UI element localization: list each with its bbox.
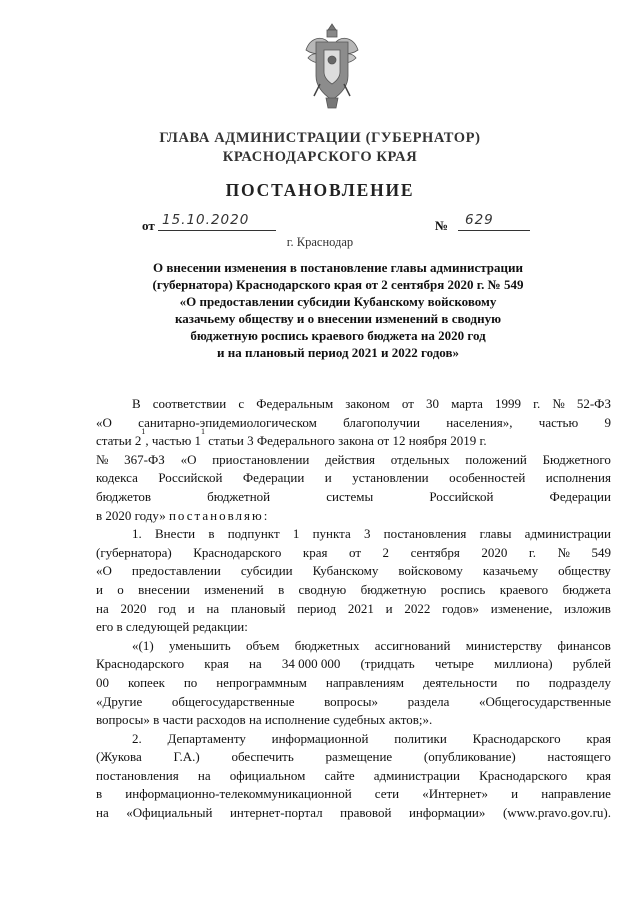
word: на [96,805,109,821]
word: «Другие [96,693,143,709]
word: Краснодарского [472,730,561,746]
word: направление [541,786,611,802]
word: раздела [407,693,450,709]
word: отдельных [390,451,450,467]
word: интернет-портал [229,805,323,821]
word: информационной [271,730,369,746]
word: № [552,396,565,411]
word: на [96,600,109,616]
word: предоставлении [131,563,221,579]
word: бюджета [562,581,611,597]
word: № [557,544,570,560]
word: направлениям [325,674,404,690]
word: изменение, [490,600,553,616]
word: рублей [572,656,611,672]
text-line [96,748,611,767]
word: с [238,396,245,411]
coat-of-arms-icon [300,22,364,110]
word: 2 [382,544,390,560]
text-line [96,525,611,544]
word: 34 000 000 [281,656,341,672]
number-value: 629 [465,212,494,228]
word: краевого [499,581,549,597]
word: Внести [154,526,196,542]
org-title-line1: ГЛАВА АДМИНИСТРАЦИИ (ГУБЕРНАТОР) [159,130,481,146]
word: положений [465,451,527,467]
date-label: от [142,218,155,233]
word: Краснодарского [193,544,282,560]
word: Федеральным [256,396,334,411]
date-underline [158,230,276,231]
word: 2022 [404,600,431,616]
word: (Жукова [96,749,142,765]
word: бюджетную [360,581,427,597]
word: бюджетных [294,637,360,653]
word: действия [325,451,376,467]
document-subject [110,259,566,361]
word: 2020 [120,600,147,616]
word: на [197,767,211,783]
word: постановления [383,526,467,542]
word: бюджетов [96,488,152,504]
text-line [96,637,611,656]
word: (опубликование) [423,749,516,765]
word: (www.pravo.gov.ru). [502,805,611,821]
word: «О [180,451,197,467]
word: 00 [96,674,109,690]
word: № [96,451,109,467]
word: период [297,600,337,616]
text-line [96,804,611,823]
word: пункта [312,526,351,542]
word: системы [326,488,374,504]
text-line [96,544,611,563]
word: г. [533,396,541,411]
word: В [132,396,141,411]
word: 1 [292,526,300,542]
word: официальном [229,767,306,783]
word: 3 [363,526,371,542]
subject-line: «О предоставлении субсидии Кубанскому войсковому [179,294,497,309]
word: Российской [429,488,494,504]
subject-line: бюджетную роспись краевого бюджета на 2020 год [190,328,486,343]
word: края [586,767,611,783]
word: по [183,674,198,690]
word: и [324,470,332,486]
date-value: 15.10.2020 [162,212,250,228]
word: «Интернет» [422,786,488,802]
word: в [278,581,285,597]
word: населения», [446,414,513,430]
word: края [302,544,328,560]
word: Департаменту [167,730,246,746]
subject-line: (губернатора) Краснодарского края от 2 сентября 2020 г. № 549 [152,277,524,292]
word: войсковому [398,563,463,579]
word: (губернатора) [96,544,172,560]
word: в [96,786,103,802]
text-line: его в следующей редакции: [96,619,248,635]
word: казачьему [482,563,539,579]
text-line [96,488,611,507]
word: законом [345,396,390,411]
word: сентября [410,544,460,560]
word: в [208,526,215,542]
word: 2020 [481,544,508,560]
word: на [206,600,220,616]
text-line [96,693,611,712]
word: приостановлении [212,451,310,467]
word: общегосударственные [171,693,295,709]
word: 549 [591,544,611,560]
text-fragment: , частью 1 [145,433,202,449]
word: установлении [352,470,429,486]
word: от [349,544,362,560]
text-line [96,469,611,488]
word: субсидии [240,563,293,579]
word: администрации [524,526,611,542]
word: 30 [425,396,439,411]
text-line [96,785,611,804]
word: Краснодарского [479,767,568,783]
word: обеспечить [231,749,294,765]
word: 52-ФЗ [576,396,611,411]
word: Кубанскому [312,563,379,579]
word: от [401,396,414,411]
word: «О [96,563,112,579]
resolution-word: постановляю: [168,507,270,523]
text-line [96,395,611,414]
document-body [96,395,611,823]
city: г. Краснодар [286,235,354,249]
word: благополучии [343,414,420,430]
org-title-line2: КРАСНОДАРСКОГО КРАЯ [222,149,418,165]
superscript: 1 [141,427,146,437]
word: 1. [132,526,142,542]
word: внесении [138,581,190,597]
subject-line: казачьему обществу и о внесении изменений в сводную [174,311,502,326]
text-fragment: в 2020 году» [96,507,166,523]
word: (тридцать [360,656,415,672]
word: ассигнований [374,637,451,653]
word: г. [528,544,537,560]
word: Г.А.) [173,749,200,765]
word: частью [538,414,579,430]
word: «Официальный [126,805,213,821]
word: 9 [604,414,611,430]
word: Федерации [549,488,611,504]
text-line [96,414,611,433]
word: подпункт [227,526,280,542]
word: о [117,581,124,597]
text-line [96,562,611,581]
word: санитарно-эпидемиологическом [138,414,317,430]
word: правовой [340,805,392,821]
word: марта [451,396,483,411]
word: исполнения [545,470,611,486]
word: соответствии [152,396,227,411]
word: Краснодарского [96,656,185,672]
word: 2021 [347,600,374,616]
word: бюджетной [207,488,271,504]
text-line [96,581,611,600]
word: и [96,581,103,597]
word: сайте [324,767,355,783]
text-line: вопросы» в части расходов на исполнение судебных актов;». [96,712,433,728]
word: политики [394,730,447,746]
subject-line: О внесении изменения в постановление главы администрации [153,260,523,275]
word: министерству [465,637,543,653]
word: настоящего [547,749,611,765]
word: финансов [557,637,611,653]
word: кодекса [96,470,138,486]
word: обществу [558,563,611,579]
document-type-title: ПОСТАНОВЛЕНИЕ [225,180,415,200]
word: год [158,600,176,616]
text-line [96,655,611,674]
text-fragment: статьи 2 [96,433,142,449]
number-label: № [435,218,449,233]
word: вопросы» [324,693,378,709]
word: и [187,600,195,616]
word: «О [96,414,112,430]
word: плановый [230,600,286,616]
superscript: 1 [201,427,206,437]
word: миллиона) [493,656,553,672]
word: особенностей [449,470,526,486]
word: сводную [298,581,347,597]
word: 2. [132,730,142,746]
text-line [96,507,611,526]
word: «Общегосударственные [479,693,611,709]
word: главы [479,526,512,542]
word: края [586,730,611,746]
word: «(1) [132,637,154,653]
word: на [248,656,262,672]
word: размещение [325,749,393,765]
word: по [516,674,530,690]
word: и [511,786,519,802]
word: годов» [442,600,479,616]
word: и [385,600,393,616]
text-line [96,767,611,786]
word: уменьшить [168,637,231,653]
word: администрации [373,767,460,783]
word: Бюджетного [542,451,611,467]
word: края [204,656,229,672]
word: объем [246,637,280,653]
text-line [96,674,611,693]
subject-line: и на плановый период 2021 и 2022 годов» [217,345,459,360]
word: информации» [408,805,486,821]
word: четыре [434,656,474,672]
word: подразделу [548,674,611,690]
text-line [96,427,611,451]
word: изменений [204,581,264,597]
word: сети [374,786,400,802]
word: Российской [158,470,223,486]
word: копеек [127,674,165,690]
text-line [96,451,611,470]
word: деятельности [422,674,498,690]
word: роспись [440,581,486,597]
word: информационно-телекоммуникационной [125,786,352,802]
text-fragment: статьи 3 Федерального закона от 12 ноября 2019 г. [205,433,487,449]
word: непрограммным [216,674,307,690]
text-line [96,730,611,749]
number-underline [458,230,530,231]
word: 367-ФЗ [124,451,165,467]
word: изложив [564,600,611,616]
word: постановления [96,767,179,783]
word: Федерации [242,470,305,486]
word: 1999 [495,396,522,411]
text-line [96,600,611,619]
